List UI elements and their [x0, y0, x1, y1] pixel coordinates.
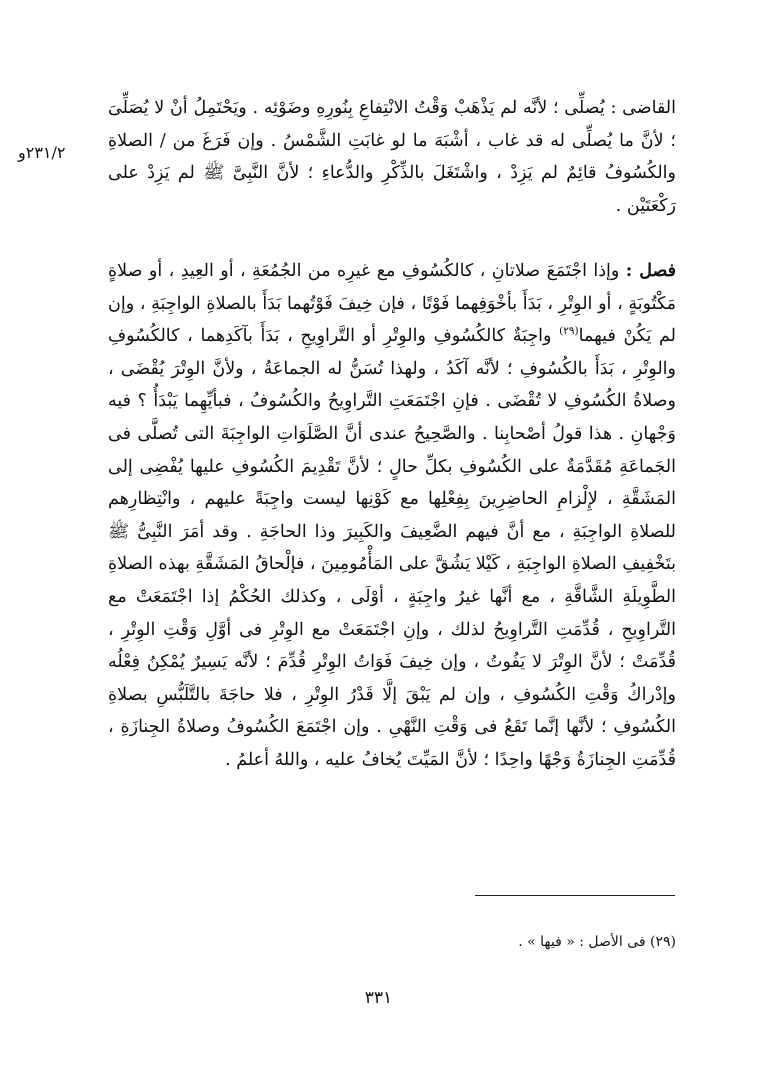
footnote-separator-rule	[475, 895, 675, 896]
footnote-reference-29: (٢٩)	[559, 325, 579, 338]
paragraph-1	[108, 92, 676, 222]
paragraph-2-text-part-2: واجِبَةٌ كالكُسُوفِ والوِتْرِ أو التَّراوِيحِ ، بَدَأَ بآكَدِهما ، كالكُسُوفِ والوِتْرِ ، بَدَأَ بالكُسُوفِ ؛ لأنَّه آكَدُ ، ولهذا تُسَنُّ له الجماعَةُ ، ولأنَّ الوِتْرَ يُقْضَى ، وصلاةُ الكُسُوفِ لا تُقْضَى . فإنِ اجْتَمَعَتِ التَّراوِيحُ والكُسُوفُ ، فبأيِّهِما يَبْدَأُ ؟ فيه وَجْهانِ . هذا قولُ أصْحابِنا . والصَّحِيحُ عندى أنَّ الصَّلَوَاتِ الواجِبَةَ التى تُصلَّى فى الجَماعَةِ مُقَدَّمَةٌ على الكُسُوفِ بكلِّ حالٍ ؛ لأنَّ تَقْدِيمَ الكُسُوفِ عليها يُفْضِى إلى المَشَقَّةِ ، لإِلْزامِ الحاضِرِينَ بِفِعْلِها مع كَوْنِها ليست واجِبَةً عليهم ، وانْتِظارِهم للصلاةِ الواجِبَةِ ، مع أنَّ فيهم الضَّعِيفَ والكَبِيرَ وذا الحاجَةِ . وقد أمَرَ النَّبِىُّ ﷺ بتَخْفِيفِ الصلاةِ الواجِبَةِ ، كَيْلا يَشُقَّ على المَأْمُومِينَ ، فإلْحاقُ المَشَقَّةِ بهذه الصلاةِ الطَّوِيلَةِ الشَّاقَّةِ ، مع أنَّها غيرُ واجِبَةٍ ، أوْلَى ، وكذلك الحُكْمُ إذا اجْتَمَعَتْ مع التَّراوِيحِ ، قُدِّمَتِ التَّراوِيحُ لذلك ، وإنِ اجْتَمَعَتْ مع الوِتْرِ فى أوَّلِ وَقْتِ الوِتْرِ ، قُدِّمَتْ ؛ لأنَّ الوِتْرَ لا يَفُوتُ ، وإن خِيفَ فَوَاتُ الوِتْرِ قُدِّمَ ؛ لأنَّه يَسِيرٌ يُمْكِنُ فِعْلُه وإدْراكُ وَقْتِ الكُسُوفِ ، وإن لم يَبْقَ إلَّا قَدْرُ الوِتْرِ ، فلا حاجَةَ بالتَّلَبُّسِ بصلاةِ الكُسُوفِ ؛ لأنَّها إنَّما تَقَعُ فى وَقْتِ النَّهْىِ . وإن اجْتَمَعَ الكُسُوفُ وصلاةُ الجِنازَةِ ، قُدِّمَتِ الجِنازَةُ وَجْهًا واحِدًا ؛ لأنَّ المَيِّتَ يُخافُ عليه ، واللهُ أعلمُ .	[108, 326, 676, 770]
section-label-fasl: فصل :	[625, 261, 676, 281]
page-number: ٣٣١	[364, 988, 393, 1008]
marginal-folio-reference: ٢٣١/٢و	[18, 143, 66, 162]
footnote-29: (٢٩) فى الأصل : « فيها » .	[518, 934, 676, 950]
paragraph-2	[108, 255, 676, 777]
paragraph-1-text: القاضى : يُصلِّى ؛ لأنَّه لم يَذْهَبْ وَقْتُ الانْتِفاعِ بِنُورِهِ وضَوْئِه . ويَحْتَمِلُ أنْ لا يُصَلِّىَ ؛ لأنَّ ما يُصلِّى له قد غاب ، أشْبَهَ ما لو غابَتِ الشَّمْسُ . وإن فَرَغَ من / الصلاةِ والكُسُوفُ قائِمٌ لم يَزِدْ ، واشْتَغَلَ بالذِّكْرِ والدُّعاءِ ؛ لأنَّ النَّبِىَّ ﷺ لم يَزِدْ على رَكْعَتَيْن .	[108, 98, 676, 216]
paragraph-2-text-part-1: وإذا اجْتَمَعَ صلاتانِ ، كالكُسُوفِ مع غيرِه من الجُمُعَةِ ، أو العِيدِ ، أو صلاةٍ مَكْتُوبَةٍ ، أو الوِتْرِ ، بَدَأَ بأخْوَفِهما فَوْتًا ، فإن خِيفَ فَوْتُهما بَدَأَ بالصلاةِ الواجِبَةِ ، وإن لم يَكُنْ فيهما	[108, 261, 676, 347]
paragraph-2-text	[108, 255, 676, 777]
